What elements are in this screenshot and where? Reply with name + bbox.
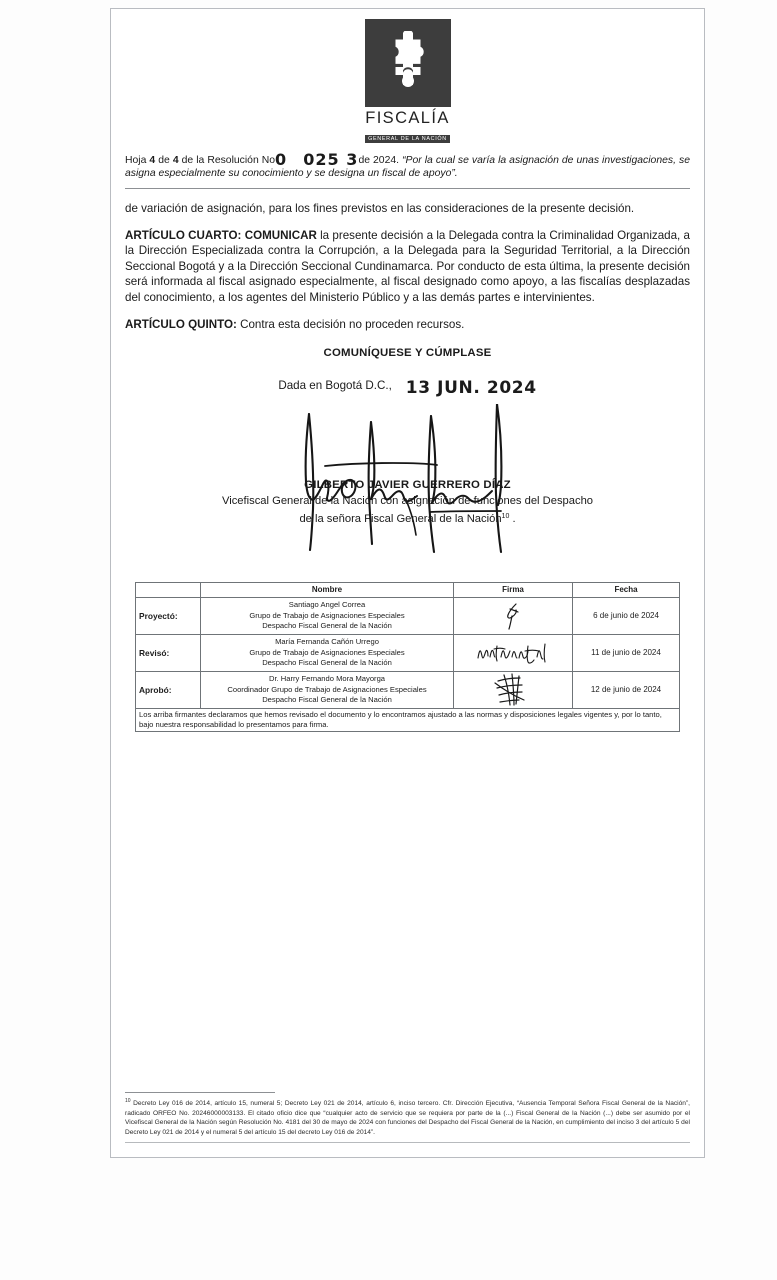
- header-quote: “Por la cual se varía la asignación de unas investigaciones, se asigna especialmente su conocimiento y se designa un fiscal de apoyo”.: [125, 154, 690, 179]
- row-name: [201, 597, 454, 634]
- row-role: Revisó:: [136, 634, 201, 671]
- signoff-table: [135, 582, 680, 732]
- table-declaration-row: [136, 708, 680, 731]
- header-mid1: de: [155, 154, 173, 166]
- header-mid2: de la Resolución No: [178, 154, 276, 166]
- header-divider: [125, 188, 690, 189]
- signer-name: GILBERTO JAVIER GUERRERO DÍAZ: [304, 478, 511, 491]
- page-header-line: [125, 149, 690, 189]
- handwritten-signature-icon: [496, 601, 530, 631]
- logo-square: [365, 19, 451, 107]
- footnote-marker-ref: 10: [501, 512, 510, 520]
- article-fourth-label: ARTÍCULO CUARTO: COMUNICAR: [125, 228, 317, 242]
- resolution-number-stamp-part2: 025 3: [303, 149, 359, 169]
- header-prefix: Hoja: [125, 154, 150, 166]
- row-date: 12 de junio de 2024: [573, 671, 680, 708]
- table-row: [136, 671, 680, 708]
- document-body: [125, 201, 690, 402]
- article-fifth-label: ARTÍCULO QUINTO:: [125, 317, 237, 331]
- signer-title-trailing: .: [509, 512, 516, 525]
- row-date: 11 de junio de 2024: [573, 634, 680, 671]
- table-row: [136, 597, 680, 634]
- footnote-body: Decreto Ley 016 de 2014, artículo 15, numeral 5; Decreto Ley 021 de 2014, artículo 6, inciso tercero. Cfr. Dirección Ejecutiva, “Ausencia Temporal Señora Fiscal General de la Nación”, radicado ORFEO No. 20246000003133. El citado oficio dice que “cualquier acto de servicio que se requiera por parte de la (...) Fiscal General de la Nación (...) debe ser asumido por el Vicefiscal General de la Nación según Resolución No. 4181 del 30 de mayo de 2024 con funciones del Despacho del Fiscal General de la Nación, en cumplimiento del inciso 3 del artículo 5 del Decreto Ley 021 de 2014 y el numeral 5 del artículo 15 del decreto Ley 016 de 2014”.: [125, 1100, 690, 1136]
- footnote-bottom-rule: [125, 1142, 690, 1143]
- row-role: Proyectó:: [136, 597, 201, 634]
- header-page-current: 4: [149, 154, 156, 166]
- fiscalia-logo: [365, 19, 451, 145]
- row-name: [201, 671, 454, 708]
- declaration-text: Los arriba firmantes declaramos que hemos revisado el documento y lo encontramos ajustado a las normas y disposiciones legales vigentes y, por lo tanto, bajo nuestra responsabilidad lo presentamos para firma.: [136, 708, 680, 731]
- row-role: Aprobó:: [136, 671, 201, 708]
- col-header-nombre: Nombre: [201, 582, 454, 597]
- row-signature: [454, 671, 573, 708]
- col-header-firma: Firma: [454, 582, 573, 597]
- row-name-line1: Dr. Harry Fernando Mora Mayorga: [268, 674, 386, 683]
- document-page: [110, 8, 705, 1158]
- signer-title-line1: Vicefiscal General de la Nación con asignación de funciones del Despacho: [221, 494, 594, 507]
- footnote-marker: 10: [125, 1098, 131, 1105]
- paragraph-intro: de variación de asignación, para los fines previstos en las consideraciones de la presente decisión.: [125, 201, 635, 215]
- table-header-row: [136, 582, 680, 597]
- row-signature: [454, 634, 573, 671]
- col-header-role: [136, 582, 201, 597]
- header-page-total: 4: [172, 154, 179, 166]
- row-name-line3: Despacho Fiscal General de la Nación: [262, 621, 392, 630]
- paragraph-article-fifth: [125, 317, 690, 332]
- row-name-line1: Santiago Angel Correa: [288, 600, 366, 609]
- resolution-number-stamp-part1: 0: [275, 149, 288, 169]
- row-date: 6 de junio de 2024: [573, 597, 680, 634]
- signer-title-line2: de la señora Fiscal General de la Nación: [299, 512, 502, 525]
- row-name-line2: Grupo de Trabajo de Asignaciones Especiales: [249, 610, 405, 620]
- date-stamp: 13 JUN. 2024: [405, 377, 537, 398]
- place-label: Dada en Bogotá D.C.,: [278, 378, 392, 392]
- article-fourth-text: la presente decisión a la Delegada contra la Criminalidad Organizada, a la Dirección Especializada contra la Corrupción, a la Delegada para la Seguridad Territorial, a la Dirección Seccional Bogotá y a la Dirección Seccional Cundinamarca. Por conducto de esta última, la presente decisión será informada al fiscal asignado especialmente, al fiscal designado como apoyo, a las fiscalías desplazadas del conocimiento, a los agentes del Ministerio Público y a las demás partes e intervinientes.: [125, 228, 690, 304]
- logo-subtitle: GENERAL DE LA NACIÓN: [365, 135, 450, 143]
- letterhead: [125, 15, 690, 145]
- row-name-line2: Grupo de Trabajo de Asignaciones Especiales: [249, 647, 405, 657]
- article-fifth-text: Contra esta decisión no proceden recursos.: [236, 317, 465, 331]
- table-row: [136, 634, 680, 671]
- col-header-fecha: Fecha: [573, 582, 680, 597]
- handwritten-signature-icon: [490, 673, 536, 707]
- row-name-line2: Coordinador Grupo de Trabajo de Asignaciones Especiales: [227, 684, 427, 694]
- row-name-line3: Despacho Fiscal General de la Nación: [262, 658, 392, 667]
- puzzle-piece-icon: [382, 31, 434, 95]
- signature-block: [125, 404, 690, 564]
- row-name: [201, 634, 454, 671]
- footnote-zone: [125, 1092, 690, 1143]
- row-name-line3: Despacho Fiscal General de la Nación: [262, 695, 392, 704]
- handwritten-signature-icon: [475, 640, 551, 666]
- paragraph-article-fourth: [125, 228, 690, 305]
- row-name-line1: María Fernanda Cañón Urrego: [275, 637, 379, 646]
- signer-title: [147, 494, 668, 527]
- signoff-table-wrapper: [125, 582, 690, 732]
- place-and-date: [125, 378, 690, 402]
- footnote-separator: [125, 1092, 275, 1093]
- logo-wordmark: FISCALÍA: [365, 109, 450, 127]
- footnote-text: [125, 1097, 690, 1137]
- row-signature: [454, 597, 573, 634]
- closing-formula: COMUNÍQUESE Y CÚMPLASE: [323, 347, 492, 360]
- header-year: de 2024.: [358, 154, 403, 166]
